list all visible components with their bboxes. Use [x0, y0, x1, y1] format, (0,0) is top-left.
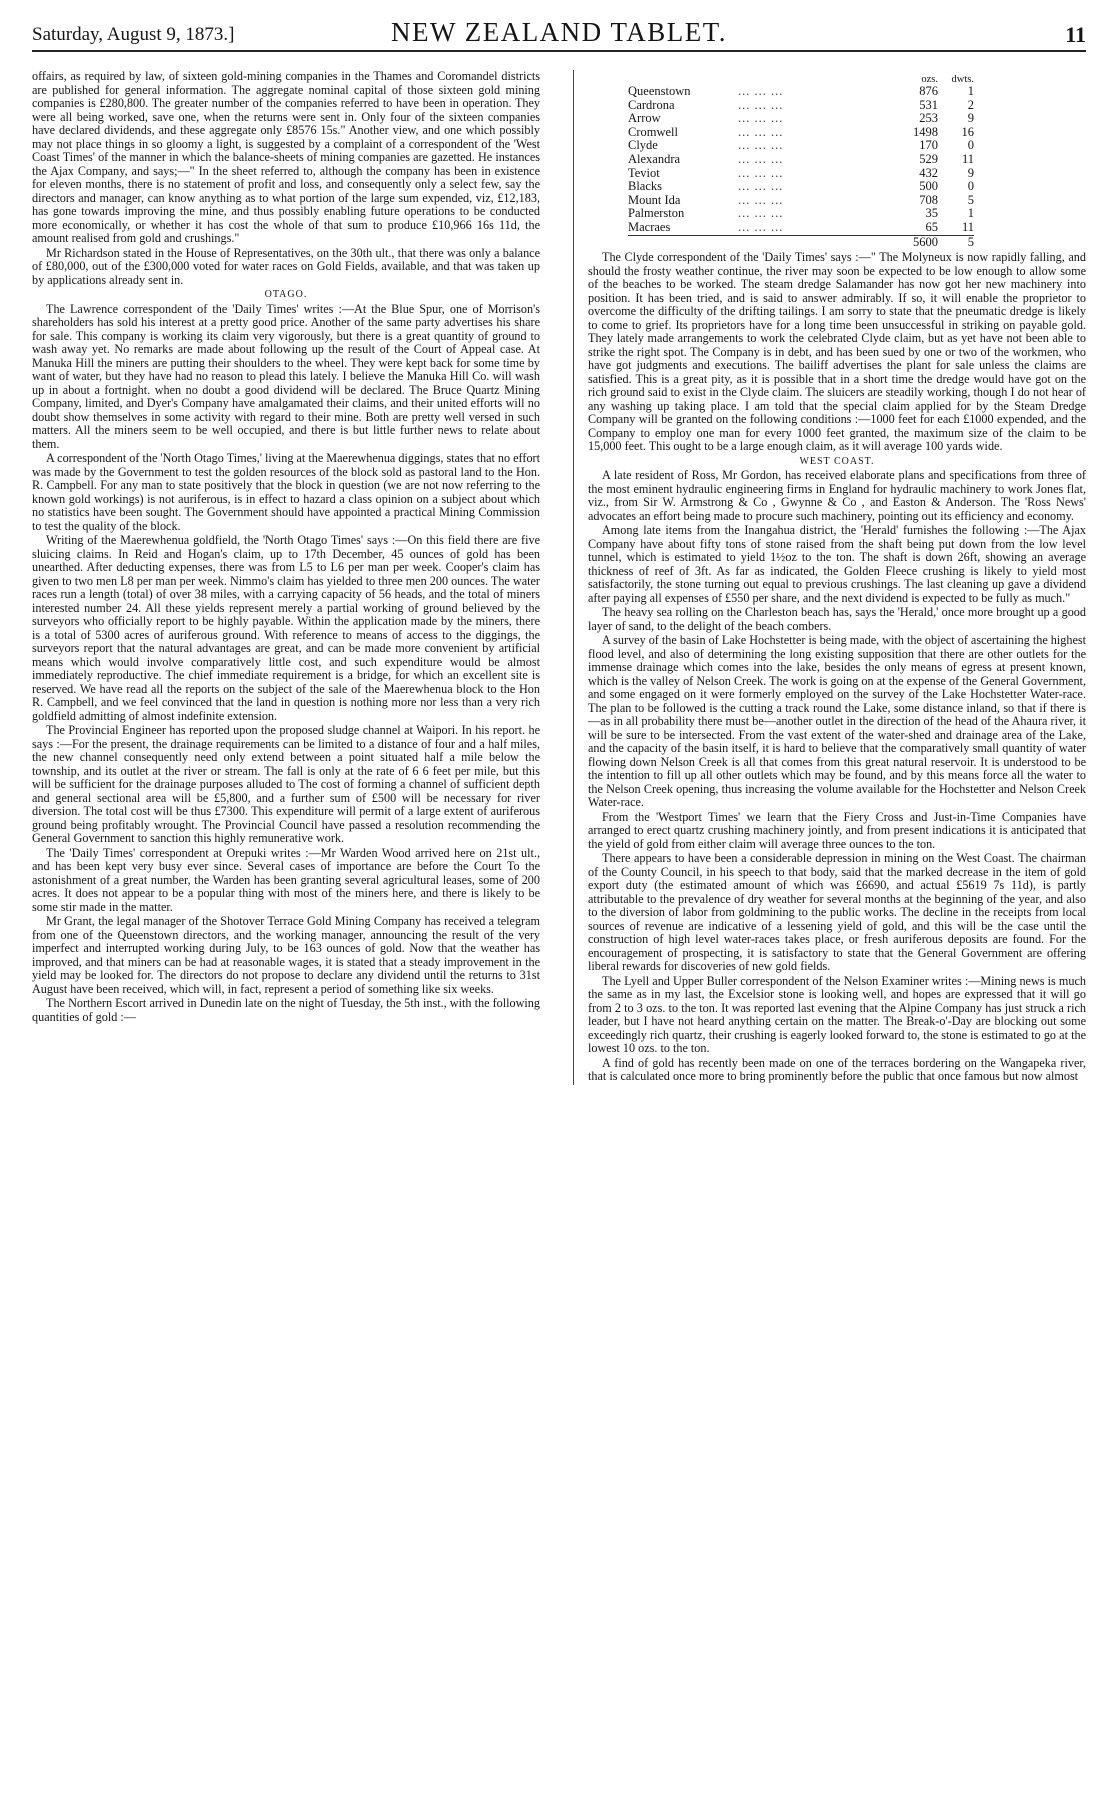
section-heading-west-coast: WEST COAST.	[799, 455, 875, 467]
newspaper-title: NEW ZEALAND TABLET.	[390, 17, 728, 47]
ounces-value: 529	[919, 151, 938, 166]
table-row	[628, 180, 974, 194]
dot-leader: ... ... ...	[738, 124, 784, 139]
section-heading-otago: OTAGO.	[264, 289, 308, 300]
table-row	[628, 126, 974, 140]
pennyweights-value: 1	[967, 206, 974, 221]
ounces-value: 253	[919, 111, 938, 126]
gold-table-body	[628, 85, 974, 235]
place-name: Teviot	[628, 165, 660, 180]
pennyweights-value: 16	[961, 124, 974, 139]
pennyweights-value: 0	[967, 138, 974, 153]
table-row	[628, 194, 974, 208]
paragraph: offairs, as required by law, of sixteen gold-mining companies in the Thames and Coromandel districts are published for general information. The aggregate nominal capital of those sixteen gold mining companies is £280,800. The greater number of the companies referred to have been in operation. They were all being worked, save one, when the returns were sent in. Only four of the sixteen companies have declared dividends, and these aggregate only £8576 15s." Another view, and one which possibly may not place things in so gloomy a light, is suggested by a complaint of a correspondent of the 'West Coast Times' of the manner in which the balance-sheets of mining companies are gazetted. He instances the Ajax Company, and says;—" In the sheet referred to, although the company has been in existence for eleven months, there is no statement of profit and loss, and consequently only a select few, say the directors and manager, can know anything as to what portion of the large sum expended, viz, £12,183, has gone towards improving the mine, and thus possibly enabling future operations to be conducted more economically, or whether it has cost the whole of that sum to produce £10,966 16s 11d, the amount realised from gold and crushings."	[32, 69, 540, 245]
dot-leader: ... ... ...	[738, 97, 784, 112]
total-pennyweights: 5	[938, 235, 974, 249]
page-number: 11	[1065, 22, 1086, 47]
ounces-value: 1498	[913, 124, 938, 139]
table-row	[628, 85, 974, 99]
total-ounces: 5600	[898, 235, 938, 249]
pennyweights-value: 11	[961, 151, 974, 166]
dot-leader: ... ... ...	[738, 151, 784, 166]
paragraph: The 'Daily Times' correspondent at Orepuki writes :—Mr Warden Wood arrived here on 21st ult., and has been kept very busy ever since. Several cases of importance are before the Court To the astonishment of a great number, the Warden has been granting several agricultural leases, some of 200 acres. It does not appear to be a popular thing with most of the miners here, and there is likely to be some stir made in the matter.	[32, 845, 540, 914]
dot-leader: ... ... ...	[738, 84, 784, 98]
masthead	[32, 0, 1086, 52]
paragraph: The Lawrence correspondent of the 'Daily Times' writes :—At the Blue Spur, one of Morrison's shareholders has sold his interest at a pretty good price. Another of the same party advertises his share for sale. This company is working its claim very vigorously, but there is a great quantity of ground to wash away yet. No remarks are made about following up the result of the Court of Appeal case. At Manuka Hill the miners are putting their shoulders to the wheel. They were kept back for some time by want of water, but they have had no reason to plead this lately. I believe the Manuka Hill Co. will wash up in about a fortnight. when no doubt a good dividend will be declared. The Bruce Quartz Mining Company, limited, and Dyer's Company have amalgamated their claims, and their united efforts will no doubt show themselves in some activity with regard to their mine. Both are pretty well versed in such matters. All the miners seem to be well occupied, and there is but little further news to relate about them.	[32, 301, 540, 451]
pennyweights-value: 11	[961, 219, 974, 234]
dot-leader: ... ... ...	[738, 192, 784, 207]
table-row	[628, 167, 974, 181]
dot-leader: ... ... ...	[738, 138, 784, 153]
dot-leader: ... ... ...	[738, 165, 784, 180]
paragraph: Mr Grant, the legal manager of the Shotover Terrace Gold Mining Company has received a telegram from one of the Queenstown directors, and the working manager, announcing the result of the very imperfect and interrupted working during July, to be 163 ounces of gold. Now that the weather has improved, and that miners can be had at reasonable wages, it is stated that a steady improvement in the yield may be looked for. The directors do not propose to declare any dividend until the returns to 31st August have been received, which will, in fact, represent a period of something like six weeks.	[32, 914, 540, 996]
ounces-value: 35	[925, 206, 938, 221]
paragraph: A find of gold has recently been made on one of the terraces bordering on the Wangapeka river, that is calculated once more to bring prominently before the public that once famous but now almost	[588, 1055, 1086, 1084]
pennyweights-value: 2	[967, 97, 974, 112]
ounces-value: 432	[919, 165, 938, 180]
ounces-value: 65	[925, 219, 938, 234]
paragraph: The Clyde correspondent of the 'Daily Times' says :—" The Molyneux is now rapidly falling, and should the frosty weather continue, the river may soon be expected to be low enough to allow some of the beaches to be worked. The steam dredge Salamander has now got her new machinery into position. It has been tried, and is said to answer admirably. If so, it will enable the proprietor to overcome the difficulty of the drifting tailings. I am sorry to state that the pneumatic dredge is likely to come to grief. Its proprietors have for a long time been unsuccessful in striking on payable gold. They lately made arrangements to work the celebrated Clyde claim, but as yet have not been able to strike the right spot. The Company is in debt, and has been sued by one or two of the workmen, who have got judgments and executions. The bailiff advertises the plant for sale unless the claims are satisfied. This is a great pity, as it is possible that in a short time the dredge would have got on the rich ground said to exist in the Clyde claim. The sluicers are steadily working, though I do not hear of any washing up taking place. I am told that the special claim applied for by the Steam Dredge Company will be granted on the following conditions :—1000 feet for each £1000 expended, and the Company to employ one man for every 1000 feet granted, the maximum size of the claim to be 15,000 feet. This ought to be a large enough claim, as it will average 100 yards wide.	[588, 250, 1086, 454]
left-column	[32, 70, 540, 1085]
paragraph: There appears to have been a considerable depression in mining on the West Coast. The chairman of the County Council, in his speech to that body, said that the marked decrease in the item of gold export duty (the estimated amount of which was £6690, and actual £5619 7s 11d), is partly attributable to the prevalence of dry weather for several months at the beginning of the year, and also to the diversion of labor from goldmining to the public works. The decline in the receipts from local sources of revenue are indicative of a lessening yield of gold, and this will be the case until the construction of high level water-races takes place, or fresh auriferous deposits are found. For the encouragement of prospecting, it is satisfactory to state that the General Government are offering liberal rewards for discoveries of new gold fields.	[588, 851, 1086, 974]
pennyweights-value: 9	[967, 165, 974, 180]
article-columns	[32, 70, 1086, 1085]
pennyweights-value: 9	[967, 111, 974, 126]
paragraph: The Northern Escort arrived in Dunedin late on the night of Tuesday, the 5th inst., with the following quantities of gold :—	[32, 996, 540, 1024]
ounces-value: 876	[919, 84, 938, 98]
paragraph: A survey of the basin of Lake Hochstetter is being made, with the object of ascertaining the highest flood level, and also of determining the long existing supposition that there are other outlets for the immense drainage which comes into the lake, besides the only means of egress at present known, which is the valley of Nelson Creek. The work is going on at the expense of the General Government, and some engaged on it were formerly employed on the survey of the Lake Hochstetter Water-race. The plan to be followed is the cutting a track round the Lake, some distance inland, so that if there is—as in all probability there must be—another outlet in the direction of the head of the Ahaura river, it will be sure to be intersected. From the vast extent of the water-shed and drainage area of the Lake, and the capacity of the basin itself, it is hard to believe that the comparatively small quantity of water flowing down Nelson Creek is all that comes from this great natural reservoir. It is understood to be the intention to fill up all other outlets which may be found, and by this means force all the water to the Nelson Creek opening, thus increasing the volume available for the Hochstetter and Nelson Creek Water-race.	[588, 633, 1086, 810]
dot-leader: ... ... ...	[738, 111, 784, 126]
place-name: Clyde	[628, 138, 658, 153]
pennyweights-value: 5	[967, 192, 974, 207]
right-column	[573, 70, 1086, 1085]
place-name: Mount Ida	[628, 192, 681, 207]
ounces-value: 708	[919, 192, 938, 207]
place-name: Alexandra	[628, 151, 681, 166]
table-row	[628, 99, 974, 113]
table-row	[628, 207, 974, 221]
place-name: Arrow	[628, 111, 661, 126]
paragraph: Writing of the Maerewhenua goldfield, the 'North Otago Times' says :—On this field there are five sluicing claims. In Reid and Hogan's claim, up to 17th December, 45 ounces of gold has been unearthed. After deducting expenses, there was from L5 to L6 per man per week. Cooper's claim has given to two men L8 per man per week. Nimmo's claim has yielded to three men 200 ounces. The water races run a length (total) of over 38 miles, with a carrying capacity of 56 heads, and the total of miners interested number 24. All these yields represent merely a partial working of ground believed by the surveyors who officially report to be highly payable. Within the application made by the miners, there is a total of 5300 acres of auriferous ground. With reference to means of access to the diggings, the surveyors report that the natural advantages are great, and can be made more convenient by artificial means which would involve comparatively little cost, and such expenditure would be almost immediately reproductive. The chief immediate requirement is a bridge, for which an excellent site is reserved. We have read all the reports on the subject of the sale of the Maerewhenua block to the Hon R. Campbell, and we feel convinced that the land in question is nothing more nor less than a very rich goldfield admitting of almost indefinite extension.	[32, 533, 540, 723]
table-row	[628, 139, 974, 153]
unit-pennyweights: dwts.	[951, 74, 974, 85]
table-row	[628, 112, 974, 126]
ounces-value: 531	[919, 97, 938, 112]
paragraph: Among late items from the Inangahua district, the 'Herald' furnishes the following :—The Ajax Company have about fifty tons of stone raised from the shaft being put down from the low level tunnel, which is estimated to yield 1½oz to the ton. The shaft is down 26ft, showing an average thickness of reef of 3ft. As far as indicated, the Golden Fleece crushing is likely to yield most satisfactorily, the stone turning out equal to previous crushings. The last cleaning up gave a dividend after paying all expenses of £550 per share, and the next dividend is expected to be fully as much."	[588, 523, 1086, 605]
paragraph: The Provincial Engineer has reported upon the proposed sludge channel at Waipori. In his report. he says :—For the present, the drainage requirements can be limited to a distance of four and a half miles, the new channel consequently need only extend between a point situated half a mile below the township, and its outlet at the river or stream. The fall is only at the rate of 6 6 feet per mile, but this will be sufficient for the drainage purposes alluded to The cost of forming a channel of sufficient depth and general sectional area will be £5,800, and a further sum of £500 will be necessary for river diversion. The total cost will be thus £7300. This expenditure will permit of a large extent of auriferous ground being profitably wrought. The Provincial Council have passed a resolution recommending the General Government to sanction this highly remunerative work.	[32, 723, 540, 845]
table-row	[628, 153, 974, 167]
paragraph: A correspondent of the 'North Otago Times,' living at the Maerewhenua diggings, states that no effort was made by the Government to test the golden resources of the block sold as pastoral land to the Hon. R. Campbell. For any man to state positively that the block in question (we are not now referring to the known gold workings) is not auriferous, is in effect to hazard a class opinion on a subject about which no statistics have been sought. The Government should have appointed a practical Mining Commission to test the quality of the block.	[32, 451, 540, 533]
paragraph: The heavy sea rolling on the Charleston beach has, says the 'Herald,' once more brought up a good layer of sand, to the delight of the beach combers.	[588, 605, 1086, 633]
dot-leader: ... ... ...	[738, 219, 784, 234]
place-name: Cromwell	[628, 124, 678, 139]
place-name: Blacks	[628, 179, 663, 194]
place-name: Queenstown	[628, 84, 691, 98]
ounces-value: 170	[919, 138, 938, 153]
table-total-row	[628, 235, 974, 249]
dot-leader: ... ... ...	[738, 206, 784, 221]
paragraph: A late resident of Ross, Mr Gordon, has received elaborate plans and specifications from three of the most eminent hydraulic engineering firms in England for hydraulic machinery to work Jones flat, viz., from Sir W. Armstrong & Co , Gwynne & Co , and Easton & Anderson. The 'Ross News' advocates an effort being made to procure such machinery, pointing out its efficiency and economy.	[588, 468, 1086, 523]
dot-leader: ... ... ...	[738, 179, 784, 194]
paragraph: The Lyell and Upper Buller correspondent of the Nelson Examiner writes :—Mining news is much the same as in my last, the Excelsior stone is looking well, and hopes are expressed that it will go from 2 to 3 ozs. to the ton. It was reported last evening that the Alpine Company has just struck a rich leader, but I have not heard anything certain on the matter. The Break-o'-Day are blocking out some exceedingly rich quartz, their crushing is eagerly looked forward to, the stone is estimated to go at the lowest 10 ozs. to the ton.	[588, 973, 1086, 1056]
place-name: Palmerston	[628, 206, 685, 221]
pennyweights-value: 0	[967, 179, 974, 194]
table-row	[628, 221, 974, 235]
paragraph: Mr Richardson stated in the House of Representatives, on the 30th ult., that there was only a balance of £80,000, out of the £300,000 voted for water races on Gold Fields, available, and that was taken up by applications already sent in.	[32, 245, 540, 287]
pennyweights-value: 1	[967, 84, 974, 98]
ounces-value: 500	[919, 179, 938, 194]
place-name: Macraes	[628, 219, 671, 234]
place-name: Cardrona	[628, 97, 675, 112]
gold-escort-table	[628, 74, 974, 249]
issue-date: Saturday, August 9, 1873.]	[32, 24, 235, 45]
unit-ounces: ozs.	[921, 74, 938, 85]
paragraph: From the 'Westport Times' we learn that the Fiery Cross and Just-in-Time Companies have arranged to erect quartz crushing machinery jointly, and from present indications it is anticipated that the yield of gold from either claim will average three ounces to the ton.	[588, 809, 1086, 851]
